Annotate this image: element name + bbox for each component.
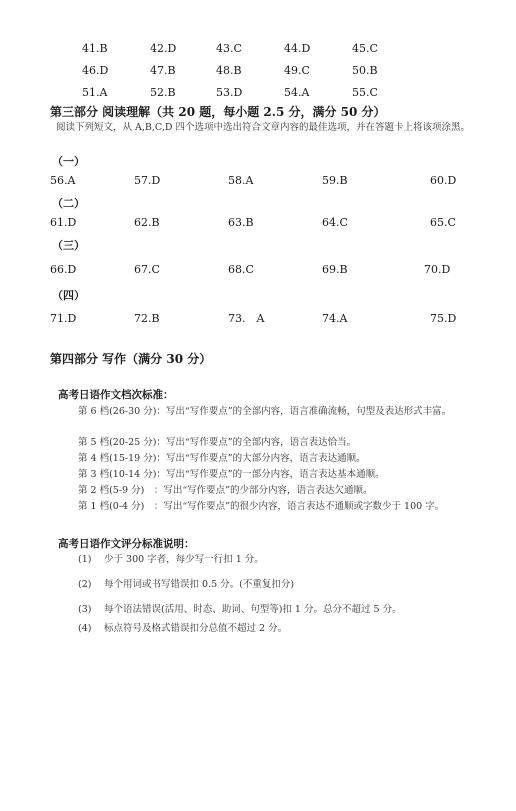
answer-item: 44.D (284, 42, 311, 55)
note-number: (2) (78, 579, 92, 590)
answer-item: 55.C (352, 86, 378, 99)
grade-item: 第 5 档(20-25 分)：写出“写作要点”的全部内容，语言表达恰当。 (78, 437, 357, 448)
answer-item: 75.D (430, 312, 457, 325)
grade-item: 第 3 档(10-14 分)：写出“写作要点”的一部分内容，语言表达基本通顺。 (78, 469, 385, 480)
answer-item: 60.D (430, 174, 457, 187)
answer-row (0, 42, 516, 58)
answer-row (0, 64, 516, 80)
note-text: 少于 300 字者，每少写一行扣 1 分。 (104, 554, 264, 565)
answer-item: 61.D (50, 216, 77, 229)
group-label: （三） (52, 239, 85, 252)
answer-item: 43.C (216, 42, 242, 55)
note-text: 每个用词或书写错误扣 0.5 分。(不重复扣分) (104, 579, 295, 590)
answer-item: 65.C (430, 216, 456, 229)
answer-item: 73. A (228, 312, 265, 325)
answer-item: 51.A (82, 86, 108, 99)
answer-item: 41.B (82, 42, 108, 55)
answer-item: 46.D (82, 64, 109, 77)
grade-item: 第 1 档(0-4 分) ：写出“写作要点”的很少内容，语言表达不通顺或字数少于 100 字。 (78, 501, 445, 512)
note-number: (4) (78, 623, 92, 634)
answer-item: 53.D (216, 86, 243, 99)
note-text: 标点符号及格式错误扣分总值不超过 2 分。 (104, 623, 288, 634)
answer-item: 63.B (228, 216, 254, 229)
group-label: （一） (52, 155, 85, 168)
answer-item: 67.C (134, 263, 160, 276)
grading-title: 高考日语作文档次标准： (58, 389, 174, 401)
answer-item: 58.A (228, 174, 254, 187)
answer-item: 68.C (228, 263, 254, 276)
answer-row (0, 263, 516, 279)
note-number: (1) (78, 554, 92, 565)
grade-item: 第 6 档(26-30 分)：写出“写作要点”的全部内容，语言准确流畅，句型及表达形式丰富。 (78, 406, 452, 417)
grade-item: 第 4 档(15-19 分)：写出“写作要点”的大部分内容，语言表达通顺。 (78, 453, 366, 464)
answer-item: 54.A (284, 86, 310, 99)
answer-item: 66.D (50, 263, 77, 276)
part3-instructions: 阅读下列短文，从 A,B,C,D 四个选项中选出符合文章内容的最佳选项，并在答题卡上将该项涂黑。 (56, 122, 470, 133)
answer-item: 71.D (50, 312, 77, 325)
answer-item: 42.D (150, 42, 177, 55)
answer-item: 50.B (352, 64, 378, 77)
note-text: 每个语法错误(活用、时态、助词、句型等)扣 1 分。总分不超过 5 分。 (104, 604, 402, 615)
answer-item: 45.C (352, 42, 378, 55)
notes-title: 高考日语作文评分标准说明： (58, 538, 195, 550)
answer-item: 74.A (322, 312, 348, 325)
answer-item: 64.C (322, 216, 348, 229)
answer-item: 47.B (150, 64, 176, 77)
answer-item: 69.B (322, 263, 348, 276)
part3-title: 第三部分 阅读理解（共 20 题，每小题 2.5 分，满分 50 分） (50, 105, 386, 119)
answer-row (0, 174, 516, 190)
answer-row (0, 312, 516, 328)
answer-row (0, 86, 516, 102)
answer-item: 48.B (216, 64, 242, 77)
part4-title: 第四部分 写作（满分 30 分） (50, 352, 212, 366)
answer-item: 49.C (284, 64, 310, 77)
answer-row (0, 216, 516, 232)
answer-item: 56.A (50, 174, 76, 187)
answer-item: 57.D (134, 174, 161, 187)
group-label: （四） (52, 289, 85, 302)
note-number: (3) (78, 604, 92, 615)
answer-item: 62.B (134, 216, 160, 229)
grade-item: 第 2 档(5-9 分) ：写出“写作要点”的少部分内容，语言表达欠通顺。 (78, 485, 373, 496)
answer-item: 59.B (322, 174, 348, 187)
answer-item: 72.B (134, 312, 160, 325)
answer-item: 70.D (424, 263, 451, 276)
answer-item: 52.B (150, 86, 176, 99)
group-label: （二） (52, 197, 85, 210)
